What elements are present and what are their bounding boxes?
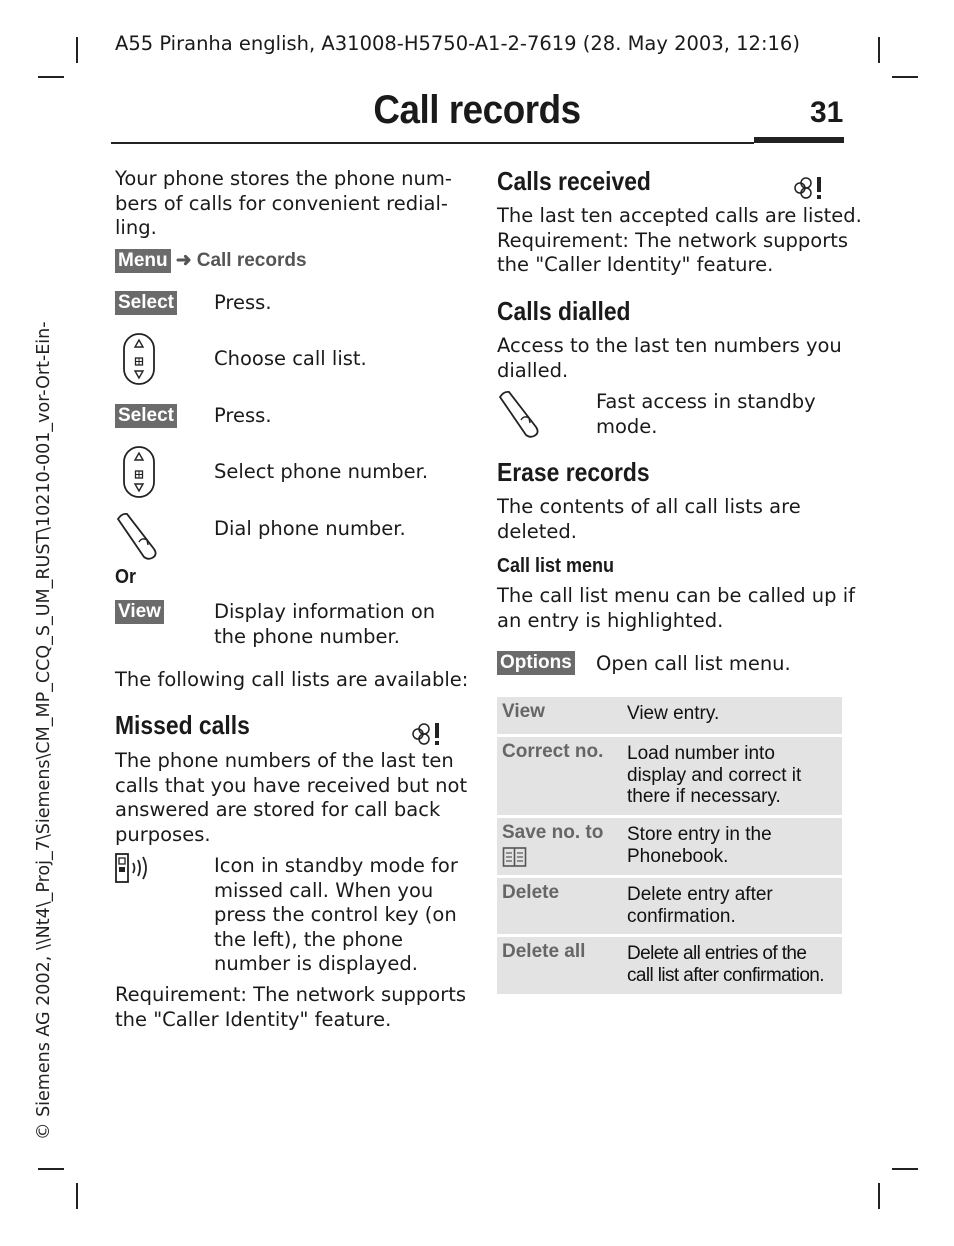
step-text: Dial phone number. <box>214 517 406 540</box>
missed-icon-description <box>214 854 458 977</box>
network-service-icon <box>791 176 825 200</box>
erase-records-paragraph <box>497 495 801 544</box>
crop-mark <box>878 37 880 63</box>
menu-option-description: Store entry in the Phonebook. <box>627 824 772 867</box>
table-row <box>497 818 842 875</box>
step-text: Press. <box>214 291 272 314</box>
text-line: the "Caller Identity" feature. <box>115 1007 392 1031</box>
phonebook-icon <box>502 846 528 868</box>
calls-received-paragraph <box>497 204 862 278</box>
available-lists-text: The following call lists are available: <box>115 668 469 691</box>
menu-option: Delete all <box>502 941 586 962</box>
options-softkey: Options <box>497 651 575 675</box>
call-key-icon <box>496 387 546 439</box>
text-line: Access to the last ten numbers you <box>497 334 842 357</box>
table-row <box>497 878 842 934</box>
nav-key-icon <box>122 445 158 499</box>
crop-mark <box>76 37 78 63</box>
call-list-menu-table <box>497 697 842 997</box>
menu-option-description: Delete entry after confirmation. <box>627 884 773 927</box>
text-line: mode. <box>596 414 658 438</box>
missed-calls-paragraph <box>115 749 467 847</box>
text-line: purposes. <box>115 822 211 846</box>
document-header: A55 Piranha english, A31008-H5750-A1-2-7619 (28. May 2003, 12:16) <box>115 32 800 55</box>
text-line: an entry is highlighted. <box>497 608 724 632</box>
calls-dialled-heading: Calls dialled <box>497 296 631 326</box>
requirement-paragraph <box>115 983 466 1032</box>
text-line: Requirement: The network supports <box>497 228 849 252</box>
menu-option-description: Delete all entries of the call list after confirmation. <box>627 943 824 986</box>
title-rule <box>111 142 754 144</box>
step-text: Select phone number. <box>214 460 429 483</box>
step-text: Press. <box>214 404 272 427</box>
step-text: Choose call list. <box>214 347 367 370</box>
missed-calls-heading: Missed calls <box>115 710 250 740</box>
crop-mark <box>76 1183 78 1209</box>
text-line: calls that you have received but not <box>115 773 468 797</box>
table-row <box>497 937 842 994</box>
menu-option: Correct no. <box>502 741 604 762</box>
text-line: bers of calls for convenient redial- <box>115 191 448 215</box>
text-line: number is displayed. <box>214 952 418 975</box>
text-line: The phone numbers of the last ten <box>115 749 454 772</box>
text-line: the phone number. <box>214 624 400 648</box>
menu-path-label: Call records <box>196 250 307 271</box>
calls-received-heading: Calls received <box>497 166 651 196</box>
text-line: The contents of all call lists are <box>497 495 801 518</box>
menu-option-label: Save no. to <box>502 822 604 843</box>
page-number-rule <box>754 137 844 143</box>
view-softkey: View <box>115 600 164 624</box>
dialled-icon-description <box>596 390 816 439</box>
text-line: dialled. <box>497 358 569 382</box>
table-row <box>497 697 842 734</box>
erase-records-heading: Erase records <box>497 457 650 487</box>
text-line: The call list menu can be called up if <box>497 584 856 607</box>
crop-mark <box>38 1168 64 1170</box>
menu-option <box>497 818 623 875</box>
text-line: The last ten accepted calls are listed. <box>497 204 862 227</box>
menu-softkey: Menu <box>115 249 171 273</box>
menu-option: Delete <box>502 882 560 903</box>
text-line: Display information on <box>214 600 436 623</box>
table-row <box>497 737 842 815</box>
text-line: Your phone stores the phone num- <box>115 167 452 190</box>
nav-key-icon <box>122 332 158 386</box>
side-copyright-text: © Siemens AG 2002, \\Nt4\_Proj_7\Siemens\CM_MP_CCQ_S_UM_RUST\10210-001_vor-Ort-Ein- <box>34 321 54 1140</box>
crop-mark <box>38 76 64 78</box>
arrow-icon: ➜ <box>175 250 192 271</box>
call-list-menu-paragraph <box>497 584 855 633</box>
text-line: deleted. <box>497 519 578 543</box>
text-line: press the control key (on <box>214 903 457 926</box>
intro-paragraph <box>115 167 452 241</box>
missed-call-icon <box>114 852 152 886</box>
select-softkey: Select <box>115 291 177 315</box>
select-softkey: Select <box>115 404 177 428</box>
text-line: the "Caller Identity" feature. <box>497 253 774 276</box>
text-line: Icon in standby mode for <box>214 854 458 877</box>
page-title: Call records <box>373 88 581 132</box>
crop-mark <box>892 76 918 78</box>
calls-dialled-paragraph <box>497 334 842 383</box>
crop-mark <box>878 1183 880 1209</box>
call-list-menu-heading: Call list menu <box>497 555 615 577</box>
view-description <box>214 600 435 649</box>
menu-path <box>115 249 307 273</box>
text-line: Requirement: The network supports <box>115 983 467 1006</box>
call-key-icon <box>114 509 164 561</box>
menu-option-description: View entry. <box>627 703 720 724</box>
text-line: ling. <box>115 216 157 239</box>
text-line: the left), the phone <box>214 927 404 951</box>
text-line: missed call. When you <box>214 878 434 902</box>
menu-option-description: Load number into display and correct it there if necessary. <box>627 743 802 807</box>
menu-option: View <box>502 701 545 722</box>
network-service-icon <box>409 722 443 746</box>
page-number: 31 <box>810 96 844 129</box>
options-description: Open call list menu. <box>596 652 791 675</box>
crop-mark <box>892 1168 918 1170</box>
or-label: Or <box>115 566 137 588</box>
text-line: answered are stored for call back <box>115 798 441 821</box>
text-line: Fast access in standby <box>596 390 816 413</box>
